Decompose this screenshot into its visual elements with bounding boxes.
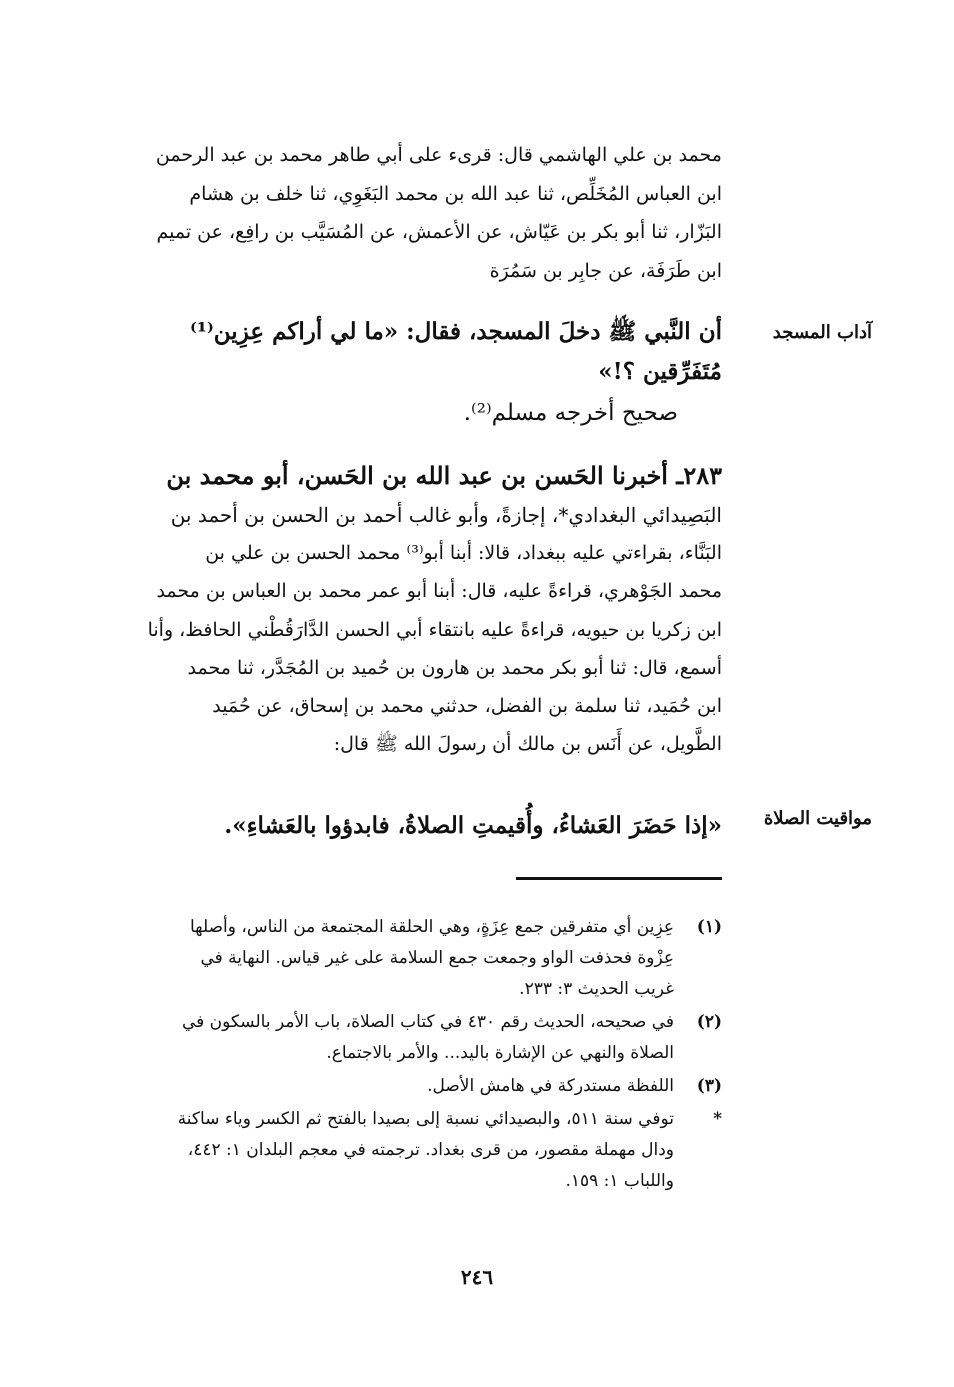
- text-line: ابن طَرَفَة، عن جابِر بن سَمُرَة: [489, 259, 722, 282]
- footnote-line: ودال مهملة مقصور، من قرى بغداد. ترجمته في معجم البلدان ١: ٤٤٢،: [187, 1140, 674, 1160]
- hadith-283: [108, 456, 722, 763]
- footnote-marker: (١): [696, 917, 722, 937]
- hadith-matn-2: [108, 806, 722, 846]
- footnote-separator: [516, 877, 722, 880]
- isnad-line: محمد الجَوْهري، قراءةً عليه، قال: أبنا أبو عمر محمد بن العباس بن محمد: [156, 580, 722, 603]
- footnote-line: في صحيحه، الحديث رقم ٤٣٠ في كتاب الصلاة، باب الأمر بالسكون في: [181, 1012, 674, 1032]
- takhrij-note: صحيح أخرجه مسلم⁽²⁾.: [463, 400, 678, 426]
- isnad-previous-hadith: [108, 136, 722, 290]
- page-number: ٢٤٦: [460, 1265, 494, 1289]
- margin-note-mawaqit-salat: مواقيت الصلاة: [763, 808, 872, 829]
- footnote-line: غريب الحديث ٣: ٢٣٣.: [519, 979, 674, 999]
- footnote-line: الصلاة والنهي عن الإشارة باليد... والأمر بالاجتماع.: [326, 1043, 674, 1063]
- matn-line: «إذا حَضَرَ العَشاءُ، وأُقيمتِ الصلاةُ، فابدؤوا بالعَشاءِ».: [224, 812, 722, 839]
- footnote-marker: (٢): [696, 1012, 722, 1032]
- footnote-marker: *: [713, 1109, 722, 1129]
- footnote-line: اللفظة مستدركة في هامش الأصل.: [427, 1076, 674, 1096]
- footnote-3: [108, 1071, 722, 1102]
- isnad-line: الطَّويل، عن أَنَس بن مالك أن رسولَ الله ﷺ قال:: [333, 733, 722, 756]
- isnad-line: ابن زكريا بن حيويه، قراءةً عليه بانتقاء أبي الحسن الدَّارَقُطْني الحافظ، وأنا: [147, 618, 722, 641]
- text-line: ابن العباس المُخَلِّص، ثنا عبد الله بن محمد البَغَوِي، ثنا خلف بن هشام: [189, 182, 722, 205]
- footnote-line: عِزِين أي متفرقين جمع عِزَةٍ، وهي الحلقة المجتمعة من الناس، وأصلها: [189, 917, 674, 937]
- footnote-marker: (٣): [696, 1076, 722, 1096]
- matn-line: أن النَّبي ﷺ دخلَ المسجد، فقال: «ما لي أراكم عِزِين⁽¹⁾: [190, 318, 722, 345]
- footnote-1: [108, 912, 722, 1005]
- matn-line: مُتَفَرِّقين ؟!»: [598, 358, 722, 385]
- hadith-heading-line: البَصِيدائي البغدادي*، إجازةً، وأبو غالب أحمد بن الحسن بن أحمد بن: [170, 503, 722, 527]
- margin-note-adab-masjid: آداب المسجد: [772, 322, 872, 343]
- footnotes: [108, 912, 722, 1199]
- footnote-2: [108, 1007, 722, 1069]
- isnad-line: البَنَّاء، بقراءتي عليه ببغداد، قالا: أبنا أبو⁽³⁾ محمد الحسن بن علي بن: [205, 542, 722, 565]
- footnote-star: [108, 1104, 722, 1197]
- isnad-line: أسمع، قال: ثنا أبو بكر محمد بن هارون بن حُميد بن المُجَدَّر، ثنا محمد: [187, 656, 722, 679]
- footnote-line: توفي سنة ٥١١، والبصيدائي نسبة إلى بصيدا بالفتح ثم الكسر وياء ساكنة: [177, 1109, 674, 1129]
- footnote-line: عِزْوة فحذفت الواو وجمعت جمع السلامة على غير قياس. النهاية في: [200, 948, 674, 968]
- hadith-heading-line: ٢٨٣ـ أخبرنا الحَسن بن عبد الله بن الحَسن، أبو محمد بن: [166, 461, 722, 490]
- hadith-matn-1: [108, 312, 722, 392]
- text-line: محمد بن علي الهاشمي قال: قرىء على أبي طاهر محمد بن عبد الرحمن: [155, 144, 722, 166]
- footnote-line: واللباب ١: ١٥٩.: [565, 1171, 674, 1191]
- text-line: البَزّار، ثنا أبو بكر بن عَيّاش، عن الأعمش، عن المُسَيَّب بن رافِع، عن تميم: [156, 221, 722, 243]
- isnad-line: ابن حُمَيد، ثنا سلمة بن الفضل، حدثني محمد بن إسحاق، عن حُمَيد: [212, 695, 722, 718]
